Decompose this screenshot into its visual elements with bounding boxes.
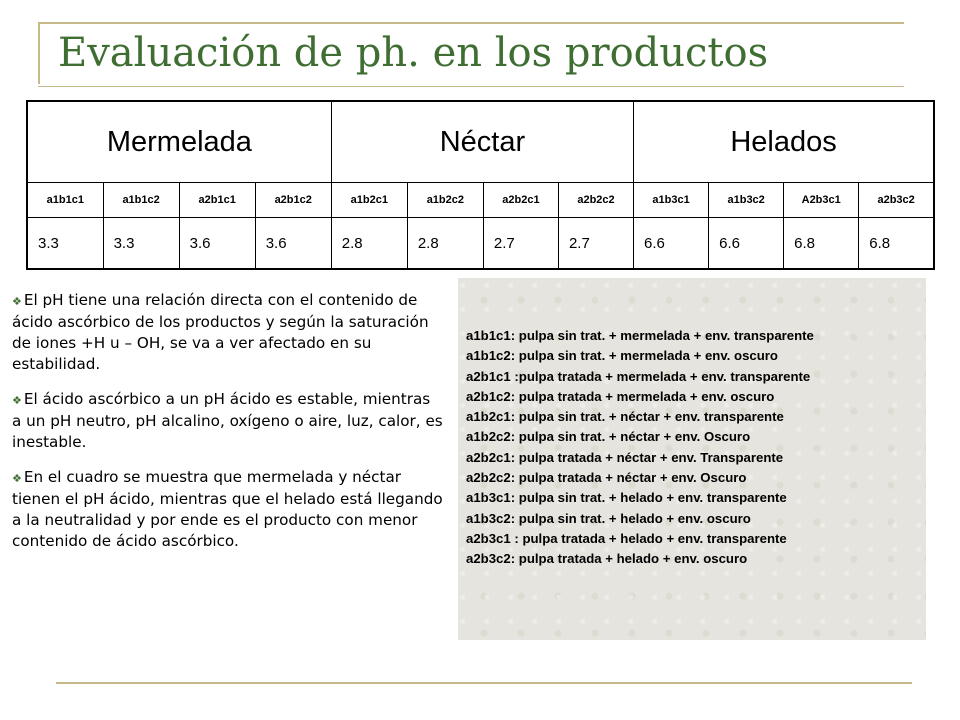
legend-item: a2b2c1: pulpa tratada + néctar + env. Transparente: [466, 449, 784, 465]
value-cell: 2.7: [558, 218, 633, 270]
code-cell: a2b1c2: [255, 183, 331, 218]
code-cell: a2b1c1: [179, 183, 255, 218]
legend-item: a1b3c1: pulpa sin trat. + helado + env. transparente: [466, 490, 787, 506]
bullet-text: El ácido ascórbico a un pH ácido es estable, mientras a un pH neutro, pH alcalino, oxígeno o aire, luz, calor, es inestable.: [12, 390, 443, 451]
code-cell: a1b3c1: [634, 183, 709, 218]
value-cell: 2.8: [331, 218, 407, 270]
code-cell: a1b1c1: [27, 183, 103, 218]
group-header-nectar: Néctar: [331, 101, 633, 183]
value-cell: 6.8: [859, 218, 934, 270]
legend-item: a2b3c2: pulpa tratada + helado + env. oscuro: [466, 551, 748, 567]
code-cell: a1b1c2: [103, 183, 179, 218]
table-group-row: [27, 101, 934, 183]
value-cell: 3.3: [103, 218, 179, 270]
bullet-text: El pH tiene una relación directa con el contenido de ácido ascórbico de los productos y según la saturación de iones +H u – OH, se va a ver afectado en su estabilidad.: [12, 291, 429, 373]
bullet-ph-relation: [12, 290, 444, 375]
table-value-row: [27, 218, 934, 270]
legend-item: a2b1c2: pulpa tratada + mermelada + env. oscuro: [466, 388, 775, 404]
value-cell: 2.7: [483, 218, 558, 270]
legend-item: a1b3c2: pulpa sin trat. + helado + env. oscuro: [466, 510, 751, 526]
bullet-list: [12, 290, 444, 566]
value-cell: 3.6: [179, 218, 255, 270]
legend-item: a1b1c1: pulpa sin trat. + mermelada + env. transparente: [466, 328, 814, 343]
diamond-bullet-icon: ❖: [12, 472, 22, 485]
value-cell: 6.6: [634, 218, 709, 270]
code-legend-list: [466, 326, 814, 570]
code-legend-panel: [458, 278, 926, 640]
frame-top-line: [38, 22, 904, 24]
legend-item: a2b1c1 :pulpa tratada + mermelada + env. transparente: [466, 368, 811, 384]
code-cell: a2b3c2: [859, 183, 934, 218]
bullet-ascorbic-stability: [12, 389, 444, 453]
slide-title: Evaluación de ph. en los productos: [58, 30, 769, 76]
code-cell: a2b2c1: [483, 183, 558, 218]
group-header-mermelada: Mermelada: [27, 101, 331, 183]
frame-left-line: [38, 22, 40, 84]
ph-table: [26, 100, 935, 270]
bullet-table-conclusion: [12, 467, 444, 552]
diamond-bullet-icon: ❖: [12, 295, 22, 308]
code-cell: A2b3c1: [784, 183, 859, 218]
frame-bottom-line: [56, 682, 912, 684]
group-header-helados: Helados: [634, 101, 934, 183]
value-cell: 6.6: [709, 218, 784, 270]
code-cell: a1b2c1: [331, 183, 407, 218]
value-cell: 3.6: [255, 218, 331, 270]
legend-item: a1b2c1: pulpa sin trat. + néctar + env. transparente: [466, 409, 784, 425]
code-cell: a1b2c2: [407, 183, 483, 218]
bullet-text: En el cuadro se muestra que mermelada y néctar tienen el pH ácido, mientras que el helado está llegando a la neutralidad y por ende es el producto con menor contenido de ácido ascórbico.: [12, 468, 443, 550]
legend-item: a1b1c2: pulpa sin trat. + mermelada + env. oscuro: [466, 348, 778, 364]
value-cell: 3.3: [27, 218, 103, 270]
code-cell: a2b2c2: [558, 183, 633, 218]
table-code-row: [27, 183, 934, 218]
value-cell: 6.8: [784, 218, 859, 270]
code-cell: a1b3c2: [709, 183, 784, 218]
legend-item: a2b2c2: pulpa tratada + néctar + env. Oscuro: [466, 470, 747, 486]
frame-title-underline: [38, 86, 904, 87]
legend-item: a2b3c1 : pulpa tratada + helado + env. transparente: [466, 530, 787, 546]
diamond-bullet-icon: ❖: [12, 394, 22, 407]
value-cell: 2.8: [407, 218, 483, 270]
legend-item: a1b2c2: pulpa sin trat. + néctar + env. Oscuro: [466, 429, 751, 445]
